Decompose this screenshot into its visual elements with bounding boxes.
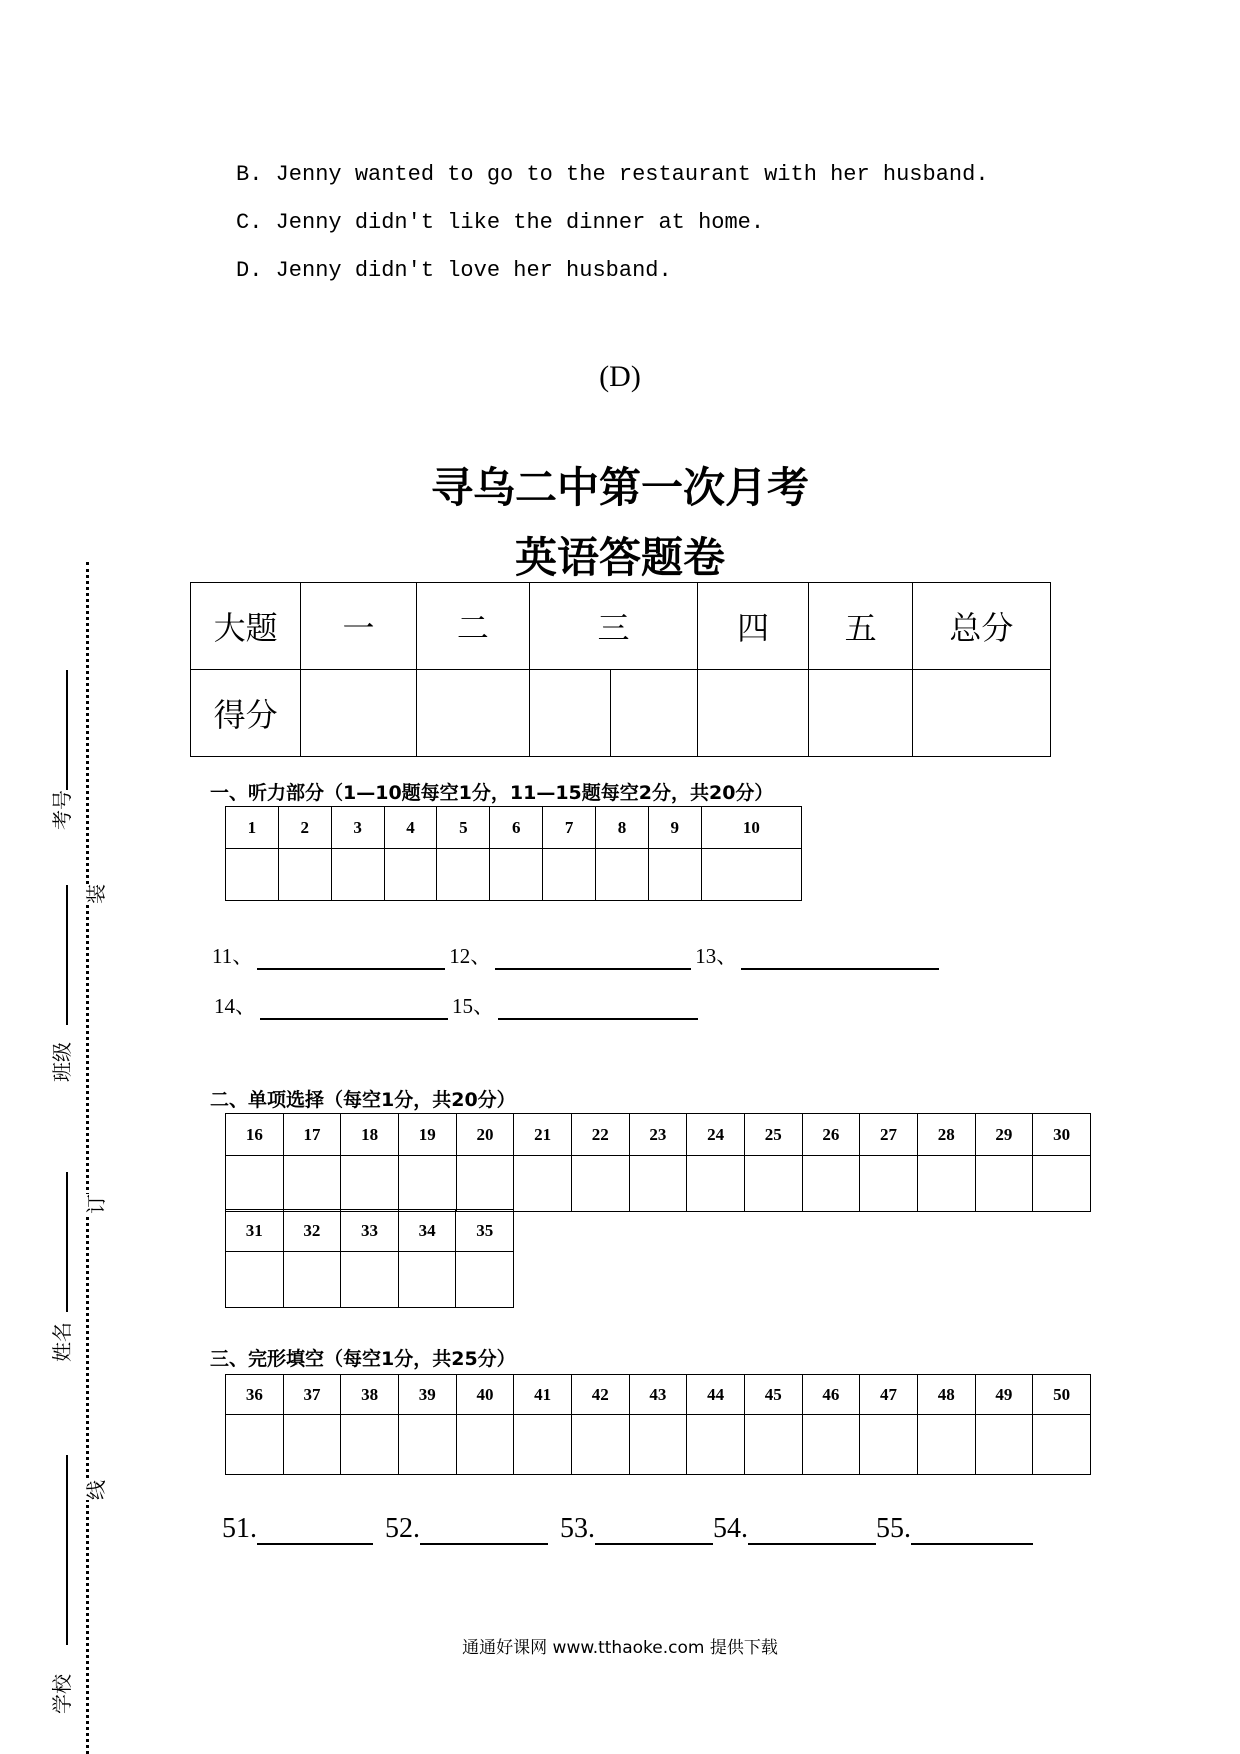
part1-blanks-row1: [212, 940, 943, 970]
grid-number: 48: [917, 1375, 975, 1415]
part1-blanks-row2: [214, 990, 702, 1020]
answer-cell[interactable]: [1033, 1415, 1091, 1475]
answer-cell[interactable]: [543, 849, 596, 901]
blank-label: 14、: [214, 994, 256, 1018]
grid-number: 42: [571, 1375, 629, 1415]
grid-number: 40: [456, 1375, 514, 1415]
score-cell[interactable]: [610, 670, 697, 757]
blank-label: 12、: [449, 944, 492, 968]
grid-number: 10: [701, 807, 801, 849]
blank-line[interactable]: [498, 996, 698, 1020]
name-line[interactable]: [66, 1172, 68, 1312]
grid-number: 49: [975, 1375, 1033, 1415]
blank-line[interactable]: [595, 1515, 713, 1545]
blank-line[interactable]: [495, 946, 691, 970]
part3-heading: 三、完形填空（每空1分，共25分）: [210, 1348, 516, 1370]
blank-label: 54.: [713, 1513, 748, 1544]
answer-cell[interactable]: [490, 849, 543, 901]
blank-line[interactable]: [257, 946, 445, 970]
grid-number: 8: [596, 807, 649, 849]
grid-number: 44: [687, 1375, 745, 1415]
part2-answer-grid-row1: [225, 1113, 1091, 1212]
answer-cell[interactable]: [341, 1252, 399, 1308]
option-c: C. Jenny didn't like the dinner at home.: [236, 210, 765, 235]
exam-number-line[interactable]: [66, 670, 68, 790]
grid-number: 20: [456, 1114, 514, 1156]
grid-number: 17: [283, 1114, 341, 1156]
answer-cell[interactable]: [226, 1415, 284, 1475]
grid-number: 2: [278, 807, 331, 849]
blank-label: 11、: [212, 944, 254, 968]
answer-cell[interactable]: [571, 1156, 629, 1212]
answer-cell[interactable]: [917, 1415, 975, 1475]
blank-label: 55.: [876, 1513, 911, 1544]
grid-number: 29: [975, 1114, 1033, 1156]
answer-cell[interactable]: [860, 1156, 918, 1212]
binding-mark-ding: 订: [80, 1194, 104, 1214]
blank-line[interactable]: [748, 1515, 876, 1545]
answer-cell[interactable]: [398, 1252, 456, 1308]
grid-number: 30: [1033, 1114, 1091, 1156]
grid-number: 25: [744, 1114, 802, 1156]
blank-label: 52.: [385, 1513, 420, 1544]
answer-cell[interactable]: [975, 1156, 1033, 1212]
answer-cell[interactable]: [687, 1415, 745, 1475]
blank-label: 53.: [560, 1513, 595, 1544]
grid-number: 5: [437, 807, 490, 849]
grid-number: 33: [341, 1210, 399, 1252]
grid-number: 21: [514, 1114, 572, 1156]
answer-cell[interactable]: [283, 1252, 341, 1308]
answer-cell[interactable]: [341, 1415, 399, 1475]
answer-cell[interactable]: [456, 1252, 514, 1308]
answer-cell[interactable]: [629, 1415, 687, 1475]
grid-number: 24: [687, 1114, 745, 1156]
answer-cell[interactable]: [341, 1156, 399, 1212]
answer-cell[interactable]: [514, 1156, 572, 1212]
exam-number-label: 考号: [50, 790, 74, 830]
answer-cell[interactable]: [596, 849, 649, 901]
grid-number: 34: [398, 1210, 456, 1252]
grid-number: 9: [648, 807, 701, 849]
score-header-cell: 五: [809, 583, 912, 670]
answer-cell[interactable]: [701, 849, 801, 901]
grid-number: 36: [226, 1375, 284, 1415]
grid-number: 19: [398, 1114, 456, 1156]
grid-number: 28: [917, 1114, 975, 1156]
answer-cell[interactable]: [398, 1415, 456, 1475]
binding-dotted-line: [86, 562, 89, 1754]
name-label: 姓名: [50, 1322, 74, 1362]
grid-number: 41: [514, 1375, 572, 1415]
blank-label: 15、: [452, 994, 494, 1018]
score-header-cell: 四: [698, 583, 809, 670]
answer-cell[interactable]: [648, 849, 701, 901]
answer-cell[interactable]: [571, 1415, 629, 1475]
answer-cell[interactable]: [226, 1252, 284, 1308]
grid-number: 1: [226, 807, 279, 849]
blank-line[interactable]: [257, 1515, 373, 1545]
score-cell[interactable]: [301, 670, 416, 757]
grid-number: 27: [860, 1114, 918, 1156]
grid-number: 46: [802, 1375, 860, 1415]
score-cell[interactable]: [809, 670, 912, 757]
answer-cell[interactable]: [226, 1156, 284, 1212]
part2-heading: 二、单项选择（每空1分，共20分）: [210, 1089, 516, 1111]
grid-number: 39: [398, 1375, 456, 1415]
page-title: 寻乌二中第一次月考: [430, 463, 809, 512]
grid-number: 18: [341, 1114, 399, 1156]
grid-number: 26: [802, 1114, 860, 1156]
grid-number: 7: [543, 807, 596, 849]
blank-line[interactable]: [260, 996, 448, 1020]
answer-cell[interactable]: [331, 849, 384, 901]
class-label: 班级: [50, 1042, 74, 1082]
blank-line[interactable]: [911, 1515, 1033, 1545]
grid-number: 50: [1033, 1375, 1091, 1415]
grid-number: 6: [490, 807, 543, 849]
score-header-cell: 三: [530, 583, 698, 670]
answer-cell[interactable]: [226, 849, 279, 901]
answer-cell[interactable]: [860, 1415, 918, 1475]
answer-cell[interactable]: [283, 1415, 341, 1475]
grid-number: 32: [283, 1210, 341, 1252]
grid-number: 37: [283, 1375, 341, 1415]
answer-cell[interactable]: [802, 1415, 860, 1475]
grid-number: 31: [226, 1210, 284, 1252]
school-label: 学校: [50, 1674, 74, 1714]
binding-mark-xian: 线: [80, 1480, 104, 1500]
grid-number: 47: [860, 1375, 918, 1415]
score-table: [190, 582, 1051, 757]
answer-cell[interactable]: [744, 1156, 802, 1212]
part1-heading: 一、听力部分（1—10题每空1分，11—15题每空2分，共20分）: [210, 782, 774, 804]
score-header-cell: 大题: [191, 583, 301, 670]
answer-cell[interactable]: [398, 1156, 456, 1212]
grid-number: 45: [744, 1375, 802, 1415]
grid-number: 22: [571, 1114, 629, 1156]
class-line[interactable]: [66, 885, 68, 1025]
answer-cell[interactable]: [1033, 1156, 1091, 1212]
part3-answer-grid: [225, 1374, 1091, 1475]
school-line[interactable]: [66, 1455, 68, 1645]
section-marker: (D): [599, 360, 641, 393]
grid-number: 35: [456, 1210, 514, 1252]
score-cell[interactable]: [698, 670, 809, 757]
part2-answer-grid-row2: [225, 1209, 514, 1308]
answer-cell[interactable]: [437, 849, 490, 901]
blank-line[interactable]: [420, 1515, 548, 1545]
binding-mark-zhuang: 装: [80, 884, 104, 904]
answer-cell[interactable]: [514, 1415, 572, 1475]
option-b: B. Jenny wanted to go to the restaurant with her husband.: [236, 162, 989, 187]
grid-number: 23: [629, 1114, 687, 1156]
blank-label: 51.: [222, 1513, 257, 1544]
answer-cell[interactable]: [687, 1156, 745, 1212]
blank-label: 13、: [695, 944, 738, 968]
grid-number: 43: [629, 1375, 687, 1415]
answer-cell[interactable]: [384, 849, 437, 901]
answer-cell[interactable]: [456, 1415, 514, 1475]
grid-number: 3: [331, 807, 384, 849]
answer-cell[interactable]: [917, 1156, 975, 1212]
score-row-label: 得分: [191, 670, 301, 757]
part1-answer-grid: [225, 806, 802, 901]
answer-cell[interactable]: [278, 849, 331, 901]
grid-number: 38: [341, 1375, 399, 1415]
blank-line[interactable]: [741, 946, 939, 970]
answer-cell[interactable]: [629, 1156, 687, 1212]
score-header-cell: 总分: [912, 583, 1050, 670]
grid-number: 16: [226, 1114, 284, 1156]
answer-cell[interactable]: [283, 1156, 341, 1212]
score-cell[interactable]: [530, 670, 610, 757]
answer-cell[interactable]: [744, 1415, 802, 1475]
part3-blanks: [222, 1513, 1045, 1545]
option-d: D. Jenny didn't love her husband.: [236, 258, 672, 283]
answer-cell[interactable]: [975, 1415, 1033, 1475]
grid-number: 4: [384, 807, 437, 849]
answer-cell[interactable]: [802, 1156, 860, 1212]
score-cell[interactable]: [416, 670, 529, 757]
score-cell[interactable]: [912, 670, 1050, 757]
score-header-cell: 一: [301, 583, 416, 670]
page-subtitle: 英语答题卷: [514, 533, 725, 582]
score-header-cell: 二: [416, 583, 529, 670]
footer-text: 通通好课网 www.tthaoke.com 提供下载: [462, 1638, 778, 1658]
answer-cell[interactable]: [456, 1156, 514, 1212]
